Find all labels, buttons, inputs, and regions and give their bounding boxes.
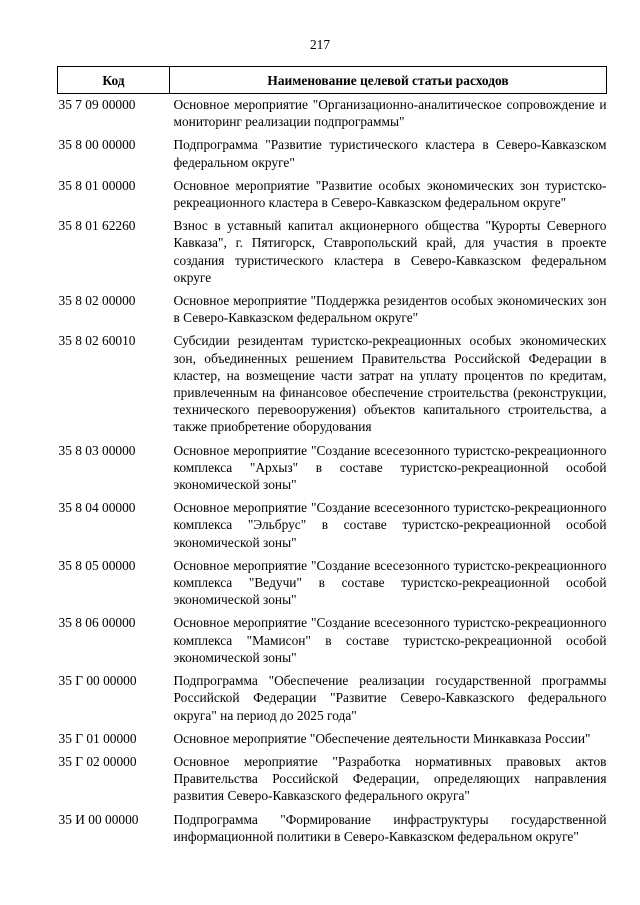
row-code: 35 8 02 60010: [58, 333, 136, 349]
table-row: [58, 440, 607, 498]
table-row: [58, 612, 607, 670]
row-code: 35 Г 02 00000: [58, 753, 137, 769]
row-name: Основное мероприятие "Создание всесезонного туристско-рекреационного комплекса "Архыз" в составе туристско-рекреационной особой экономической зоны": [173, 442, 607, 493]
row-code: 35 И 00 00000: [58, 811, 139, 827]
row-code: 35 8 03 00000: [58, 442, 136, 458]
row-name: Субсидии резидентам туристско-рекреационных особых экономических зон, объединенных решением Правительства Российской Федерации в кластер, на возмещение части затрат на уплату процентов по кредитам, привлеченным на финансовое обеспечение строительства (реконструкции, технического перевооружения) объектов капитального строительства, а также приобретение оборудования: [173, 333, 607, 435]
row-code: 35 8 02 00000: [58, 293, 136, 309]
table-row: [58, 134, 607, 174]
table-row: [58, 728, 607, 751]
table-row: [58, 330, 607, 439]
table-row: [58, 175, 607, 215]
table-row: [58, 290, 607, 330]
row-code: 35 8 05 00000: [58, 557, 136, 573]
row-name: Основное мероприятие "Создание всесезонного туристско-рекреационного комплекса "Ведучи" в составе туристско-рекреационной особой экономической зоны": [173, 557, 607, 608]
row-name: Основное мероприятие "Создание всесезонного туристско-рекреационного комплекса "Эльбрус" в составе туристско-рекреационной особой экономической зоны": [173, 500, 607, 550]
row-code: 35 Г 00 00000: [58, 673, 137, 689]
row-name: Подпрограмма "Обеспечение реализации государственной программы Российской Федерации "Развитие Северо-Кавказского федерального округа" на период до 2025 года": [173, 673, 607, 723]
row-name: Основное мероприятие "Поддержка резидентов особых экономических зон в Северо-Кавказском федеральном округе": [173, 293, 607, 326]
row-name: Основное мероприятие "Обеспечение деятельности Минкавказа России": [173, 730, 591, 746]
page-number: 217: [309, 37, 331, 52]
row-name: Основное мероприятие "Создание всесезонного туристско-рекреационного комплекса "Мамисон" в составе туристско-рекреационной особой экономической зоны": [173, 615, 607, 665]
row-code: 35 8 04 00000: [58, 500, 136, 516]
row-code: 35 8 00 00000: [58, 137, 136, 153]
table-row: [58, 497, 607, 555]
row-code: 35 Г 01 00000: [58, 730, 137, 746]
column-header-name: Наименование целевой статьи расходов: [170, 67, 607, 94]
column-header-code: Код: [58, 67, 170, 94]
row-name: Основное мероприятие "Развитие особых экономических зон туристско-рекреационного кластера в Северо-Кавказском федеральном округе": [173, 177, 607, 211]
row-name: Основное мероприятие "Организационно-аналитическое сопровождение и мониторинг реализации подпрограммы": [173, 97, 607, 130]
table-row: [58, 555, 607, 613]
table-row: [58, 809, 607, 849]
table-header-row: [58, 67, 607, 94]
row-code: 35 7 09 00000: [58, 97, 136, 112]
table-body: [58, 94, 607, 849]
row-name: Подпрограмма "Формирование инфраструктуры государственной информационной политики в Северо-Кавказском федеральном округе": [173, 811, 607, 844]
row-code: 35 8 06 00000: [58, 615, 136, 631]
row-code: 35 8 01 00000: [58, 177, 136, 193]
table-row: [58, 751, 607, 809]
row-name: Подпрограмма "Развитие туристического кластера в Северо-Кавказском федеральном округе": [173, 137, 607, 170]
table-row: [58, 670, 607, 728]
row-name: Взнос в уставный капитал акционерного общества "Курорты Северного Кавказа", г. Пятигорск, Ставропольский край, для участия в проекте создания туристического кластера в Северо-Кавказском федеральном округе: [173, 218, 607, 285]
table-row: [58, 94, 607, 135]
table-row: [58, 215, 607, 290]
budget-classification-table: [57, 66, 607, 849]
row-code: 35 8 01 62260: [58, 218, 136, 234]
row-name: Основное мероприятие "Разработка нормативных правовых актов Правительства Российской Федерации, определяющих направления развития Северо-Кавказского федерального округа": [173, 753, 607, 804]
